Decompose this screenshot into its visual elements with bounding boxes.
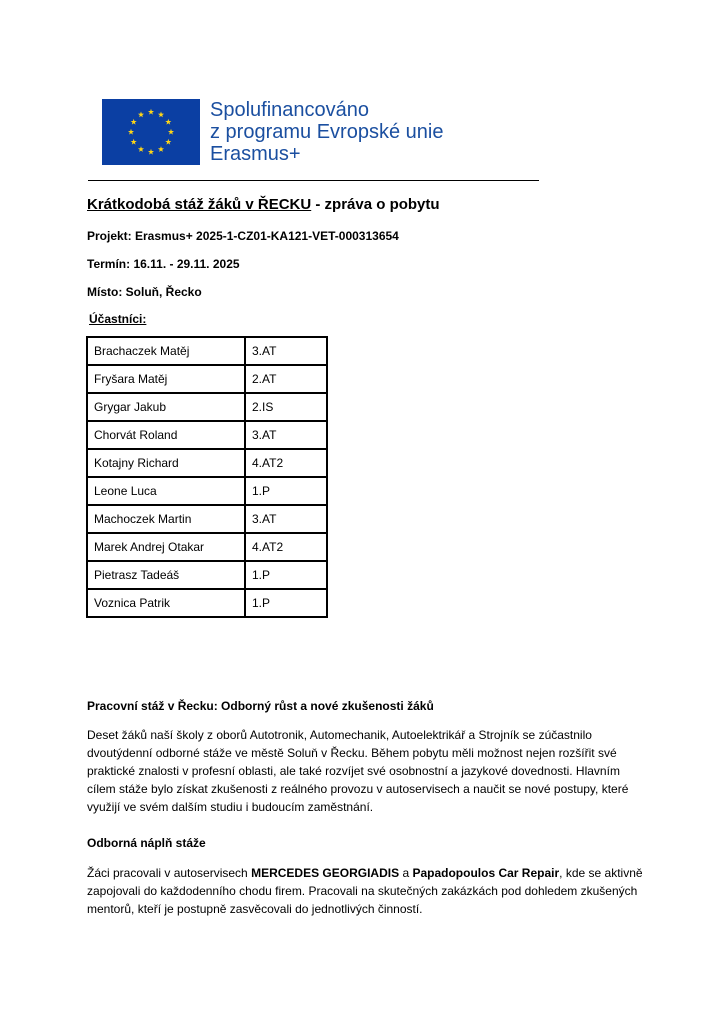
table-row [87, 421, 327, 449]
eu-erasmus-logo [102, 99, 542, 165]
header-divider [88, 180, 539, 181]
title-main: Krátkodobá stáž žáků v ŘECKU [87, 196, 312, 213]
logo-line-1: Spolufinancováno [210, 99, 370, 121]
page-title [87, 196, 440, 213]
participant-class: 3.AT [245, 337, 327, 365]
participants-label: Účastníci: [89, 312, 147, 326]
place-line: Místo: Soluň, Řecko [87, 285, 202, 299]
title-rest: - zpráva o pobytu [311, 196, 440, 213]
participants-table [86, 336, 328, 618]
participant-name: Machoczek Martin [87, 505, 245, 533]
participant-class: 2.IS [245, 393, 327, 421]
participant-name: Marek Andrej Otakar [87, 533, 245, 561]
section2-text-b: a [399, 866, 413, 880]
logo-caption [210, 99, 443, 165]
table-row [87, 477, 327, 505]
table-row [87, 365, 327, 393]
logo-line-3: Erasmus+ [210, 143, 301, 165]
logo-line-2: z programu Evropské unie [210, 121, 444, 143]
company-1: MERCEDES GEORGIADIS [251, 866, 400, 880]
participant-name: Kotajny Richard [87, 449, 245, 477]
table-row [87, 337, 327, 365]
section1-heading: Pracovní stáž v Řecku: Odborný růst a nové zkušenosti žáků [87, 699, 434, 713]
table-row [87, 561, 327, 589]
company-2: Papadopoulos Car Repair [412, 866, 560, 880]
project-line: Projekt: Erasmus+ 2025-1-CZ01-KA121-VET-000313654 [87, 229, 399, 243]
participant-name: Fryšara Matěj [87, 365, 245, 393]
participant-class: 3.AT [245, 421, 327, 449]
eu-flag-icon [102, 99, 200, 165]
participant-name: Chorvát Roland [87, 421, 245, 449]
table-row [87, 589, 327, 617]
participant-class: 3.AT [245, 505, 327, 533]
participant-name: Pietrasz Tadeáš [87, 561, 245, 589]
participant-class: 2.AT [245, 365, 327, 393]
section2-text [87, 864, 647, 918]
participant-class: 1.P [245, 477, 327, 505]
participant-class: 4.AT2 [245, 533, 327, 561]
table-row [87, 449, 327, 477]
participant-class: 1.P [245, 589, 327, 617]
section2-text-c: , kde se aktivně zapojovali do každodenního chodu firem. Pracovali na skutečných zakázkách pod dohledem zkušených mentorů, kteří je postupně zasvěcovali do jednotlivých činností. [87, 866, 643, 916]
term-line: Termín: 16.11. - 29.11. 2025 [87, 257, 240, 271]
participant-name: Brachaczek Matěj [87, 337, 245, 365]
table-row [87, 505, 327, 533]
participant-class: 1.P [245, 561, 327, 589]
section2-text-a: Žáci pracovali v autoservisech [87, 866, 252, 880]
participant-class: 4.AT2 [245, 449, 327, 477]
section2-heading: Odborná náplň stáže [87, 836, 206, 850]
participant-name: Voznica Patrik [87, 589, 245, 617]
table-row [87, 393, 327, 421]
table-row [87, 533, 327, 561]
participant-name: Grygar Jakub [87, 393, 245, 421]
participant-name: Leone Luca [87, 477, 245, 505]
section1-text: Deset žáků naší školy z oborů Autotronik, Automechanik, Autoelektrikář a Strojník se zúčastnilo dvoutýdenní odborné stáže ve městě Soluň v Řecku. Během pobytu měli možnost nejen rozšířit své praktické znalosti v profesní oblasti, ale také rozvíjet své osobnostní a jazykové dovednosti. Hlavním cílem stáže bylo získat zkušenosti z reálného provozu v autoservisech a naučit se nové postupy, které využijí ve svém dalším studiu i budoucím zaměstnání. [87, 728, 629, 814]
